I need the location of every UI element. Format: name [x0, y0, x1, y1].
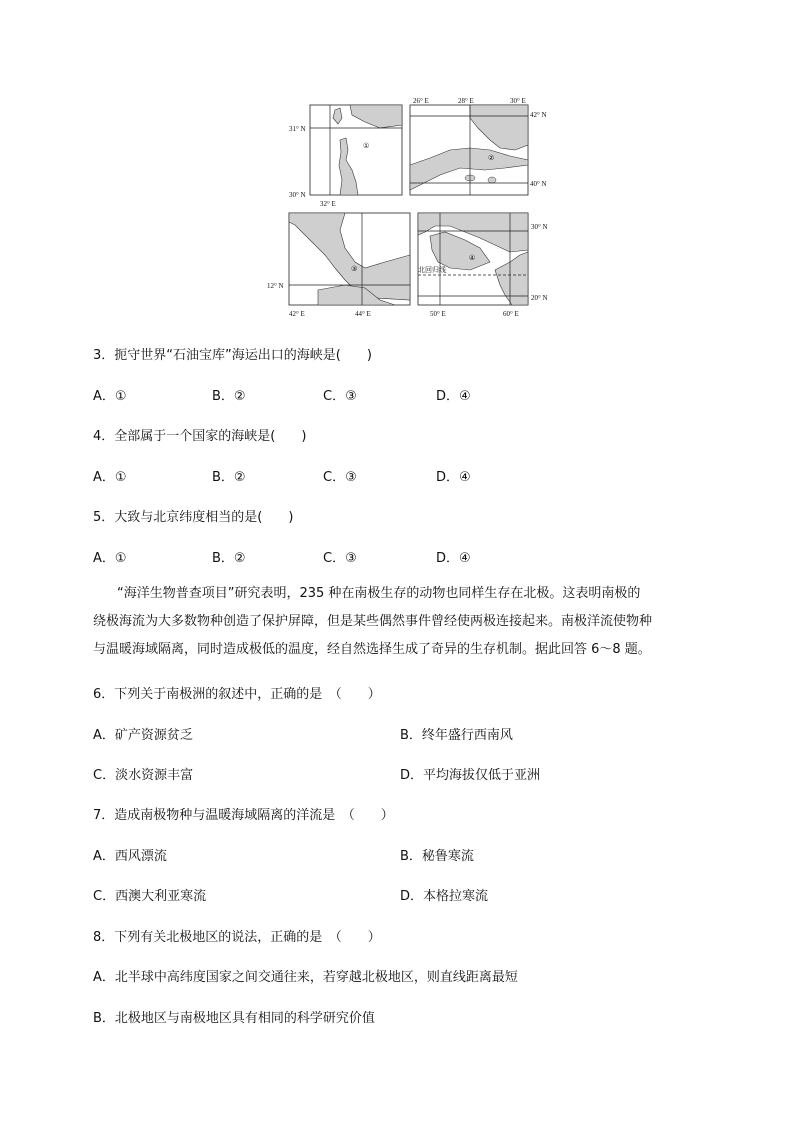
q5-option-d: D．④: [436, 551, 471, 566]
q6-option-c: C．淡水资源丰富: [93, 768, 194, 783]
map2-lon3-label: 30° E: [510, 97, 526, 105]
q5-option-b: B．②: [212, 551, 246, 566]
strait-maps-figure: [0, 0, 794, 330]
map2-lat-top-label: 42° N: [530, 111, 547, 119]
q4-option-c: C．③: [323, 470, 357, 485]
q3-option-b: B．②: [212, 389, 246, 404]
question-5: 5．大致与北京纬度相当的是( ): [93, 510, 294, 525]
q8-option-a: A．北半球中高纬度国家之间交通往来，若穿越北极地区，则直线距离最短: [93, 970, 518, 985]
q5-option-c: C．③: [323, 551, 357, 566]
q6-option-b: B．终年盛行西南风: [400, 728, 513, 743]
map-strait-3: [267, 213, 410, 318]
q6-option-d: D．平均海拔仅低于亚洲: [400, 768, 541, 783]
map2-marker: ②: [488, 154, 495, 162]
question-6: 6．下列关于南极洲的叙述中，正确的是 （ ）: [93, 687, 381, 702]
map-strait-2: [410, 97, 547, 195]
map4-lat-top-label: 30° N: [531, 223, 548, 231]
q7-option-b: B．秘鲁寒流: [400, 849, 474, 864]
q6-option-a: A．矿产资源贫乏: [93, 728, 193, 743]
question-4: 4．全部属于一个国家的海峡是( ): [93, 429, 307, 444]
map3-marker: ③: [351, 265, 358, 273]
q3-option-d: D．④: [436, 389, 471, 404]
map1-lon-label: 32° E: [320, 200, 336, 208]
q8-option-b: B．北极地区与南极地区具有相同的科学研究价值: [93, 1011, 375, 1026]
map4-lon1-label: 50° E: [430, 310, 446, 318]
map1-lat-top-label: 31° N: [289, 125, 306, 133]
map4-marker: ④: [469, 254, 476, 262]
map2-lon2-label: 28° E: [458, 97, 474, 105]
passage: [93, 580, 703, 664]
q3-option-c: C．③: [323, 389, 357, 404]
map3-lon1-label: 42° E: [289, 310, 305, 318]
q4-option-d: D．④: [436, 470, 471, 485]
map1-marker: ①: [363, 142, 370, 150]
map4-lat-bottom-label: 20° N: [531, 294, 548, 302]
q3-option-a: A．①: [93, 389, 127, 404]
q5-option-a: A．①: [93, 551, 127, 566]
map2-lat-bottom-label: 40° N: [530, 180, 547, 188]
passage-line-1: “海洋生物普查项目”研究表明，235 种在南极生存的动物也同样生存在北极。这表明南极的: [117, 586, 641, 601]
map-strait-4: [418, 213, 548, 318]
question-3: 3．扼守世界“石油宝库”海运出口的海峡是( ): [93, 348, 372, 363]
map2-lon1-label: 26° E: [413, 97, 429, 105]
map1-lat-bottom-label: 30° N: [289, 191, 306, 199]
passage-line-3: 与温暖海域隔离，同时造成极低的温度，经自然选择生成了奇异的生存机制。据此回答 6～8 题。: [93, 642, 651, 657]
map4-tropic-label: 北回归线: [418, 266, 446, 274]
q7-option-a: A．西风漂流: [93, 849, 167, 864]
passage-line-2: 绕极海流为大多数物种创造了保护屏障，但是某些偶然事件曾经使两极连接起来。南极洋流使物种: [93, 614, 653, 629]
map3-lon2-label: 44° E: [355, 310, 371, 318]
q4-option-a: A．①: [93, 470, 127, 485]
map-strait-1: [289, 105, 402, 208]
question-7: 7．造成南极物种与温暖海域隔离的洋流是 （ ）: [93, 808, 394, 823]
q7-option-c: C．西澳大利亚寒流: [93, 889, 207, 904]
question-8: 8．下列有关北极地区的说法，正确的是 （ ）: [93, 930, 381, 945]
q4-option-b: B．②: [212, 470, 246, 485]
map4-lon2-label: 60° E: [503, 310, 519, 318]
q7-option-d: D．本格拉寒流: [400, 889, 489, 904]
map3-lat-label: 12° N: [267, 282, 284, 290]
